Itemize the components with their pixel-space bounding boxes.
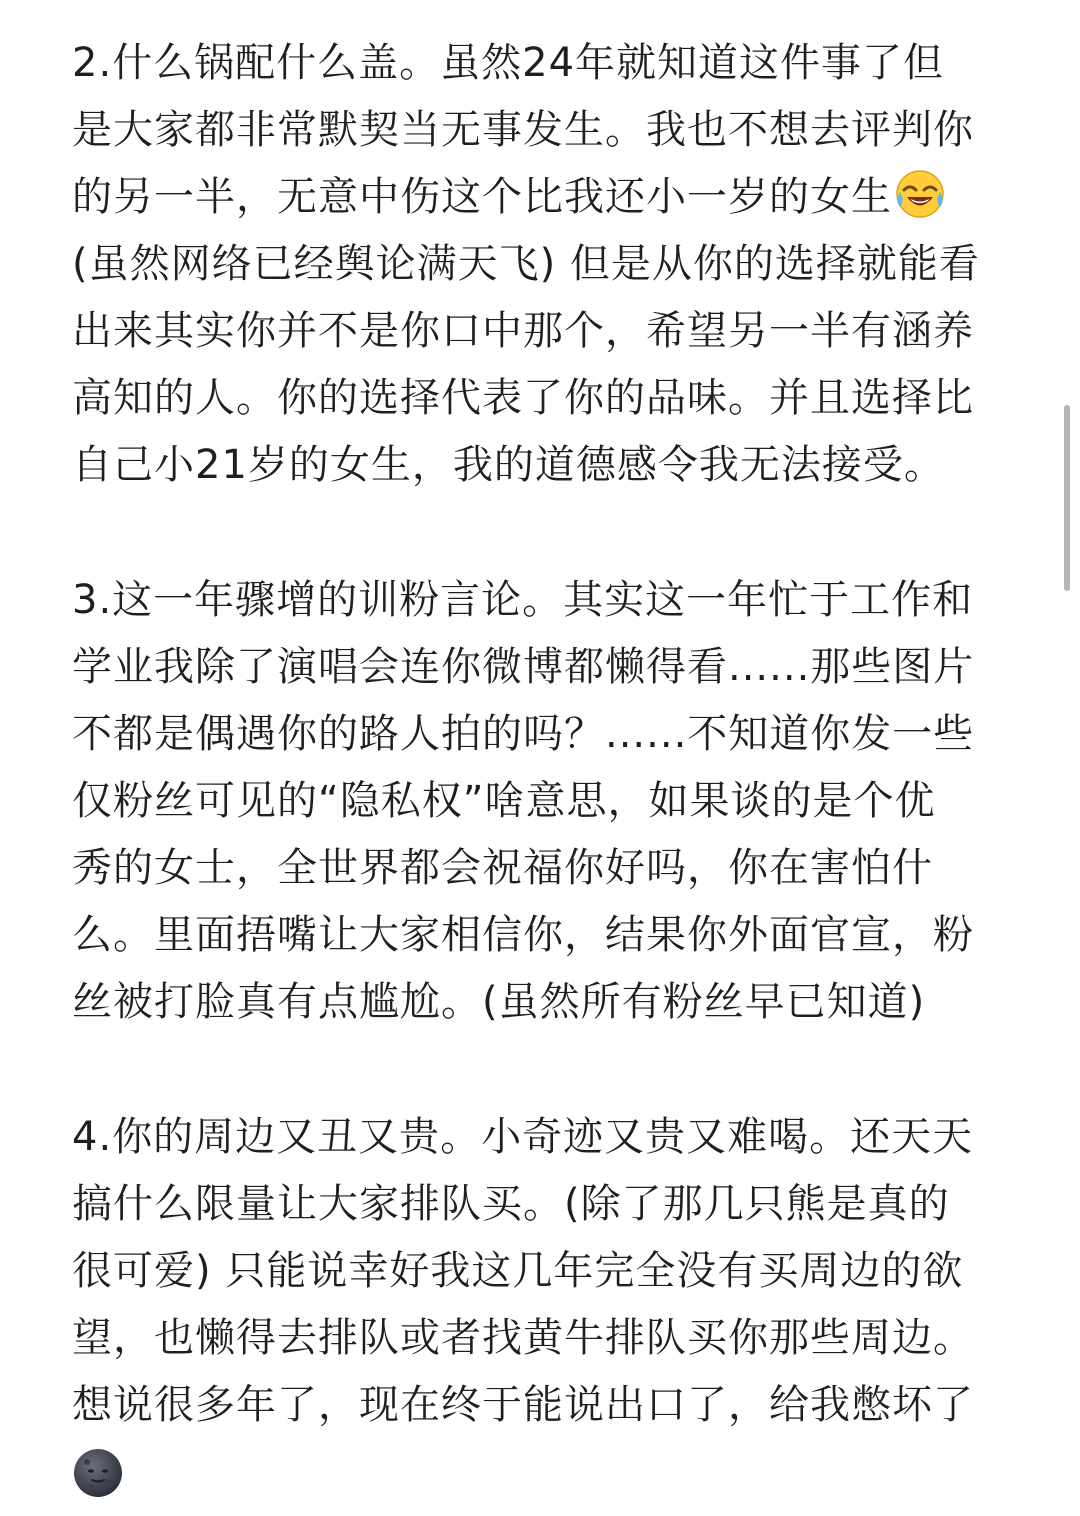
paragraph-line: 2.什么锅配什么盖。虽然24年就知道这件事了但 (72, 40, 945, 86)
emoji-line (72, 1439, 1022, 1506)
paragraph-line: 4.你的周边又丑又贵。小奇迹又贵又难喝。还天天 (72, 1114, 974, 1160)
paragraph-line: 很可爱) 只能说幸好我这几年完全没有买周边的欲 (72, 1248, 964, 1294)
paragraph-line: 3.这一年骤增的训粉言论。其实这一年忙于工作和 (72, 577, 974, 623)
paragraph-line: 高知的人。你的选择代表了你的品味。并且选择比 (72, 375, 974, 421)
scrollbar[interactable] (1064, 405, 1070, 591)
paragraph-spacer (72, 499, 1022, 567)
paragraph-line: 学业我除了演唱会连你微博都懒得看......那些图片 (72, 644, 975, 690)
paragraph-line: 不都是偶遇你的路人拍的吗？......不知道你发一些 (72, 711, 975, 757)
paragraph-2 (72, 30, 1022, 499)
paragraph-line: 秀的女士，全世界都会祝福你好吗，你在害怕什 (72, 845, 933, 891)
paragraph-line: 仅粉丝可见的“隐私权”啥意思，如果谈的是个优 (72, 778, 936, 824)
paragraph-line: 搞什么限量让大家排队买。(除了那几只熊是真的 (72, 1181, 950, 1227)
post-body (72, 30, 1022, 1506)
paragraph-line (72, 164, 1022, 231)
paragraph-line: 丝被打脸真有点尴尬。(虽然所有粉丝早已知道) (72, 979, 926, 1025)
paragraph-line: 望，也懒得去排队或者找黄牛排队买你那些周边。 (72, 1315, 974, 1361)
paragraph-line: 么。里面捂嘴让大家相信你，结果你外面官宣，粉 (72, 912, 974, 958)
paragraph-line: (虽然网络已经舆论满天飞) 但是从你的选择就能看 (72, 241, 980, 287)
face-with-tears-of-joy-icon (894, 168, 946, 220)
paragraph-3 (72, 567, 1022, 1036)
paragraph-line: 自己小21岁的女生，我的道德感令我无法接受。 (72, 442, 945, 488)
paragraph-line: 是大家都非常默契当无事发生。我也不想去评判你 (72, 107, 974, 153)
paragraph-line: 想说很多年了，现在终于能说出口了，给我憋坏了 (72, 1382, 974, 1428)
paragraph-line-text: 的另一半，无意中伤这个比我还小一岁的女生 (72, 174, 892, 220)
paragraph-4 (72, 1104, 1022, 1506)
paragraph-spacer (72, 1036, 1022, 1104)
paragraph-line: 出来其实你并不是你口中那个，希望另一半有涵养 (72, 308, 974, 354)
new-moon-face-icon (72, 1447, 124, 1499)
